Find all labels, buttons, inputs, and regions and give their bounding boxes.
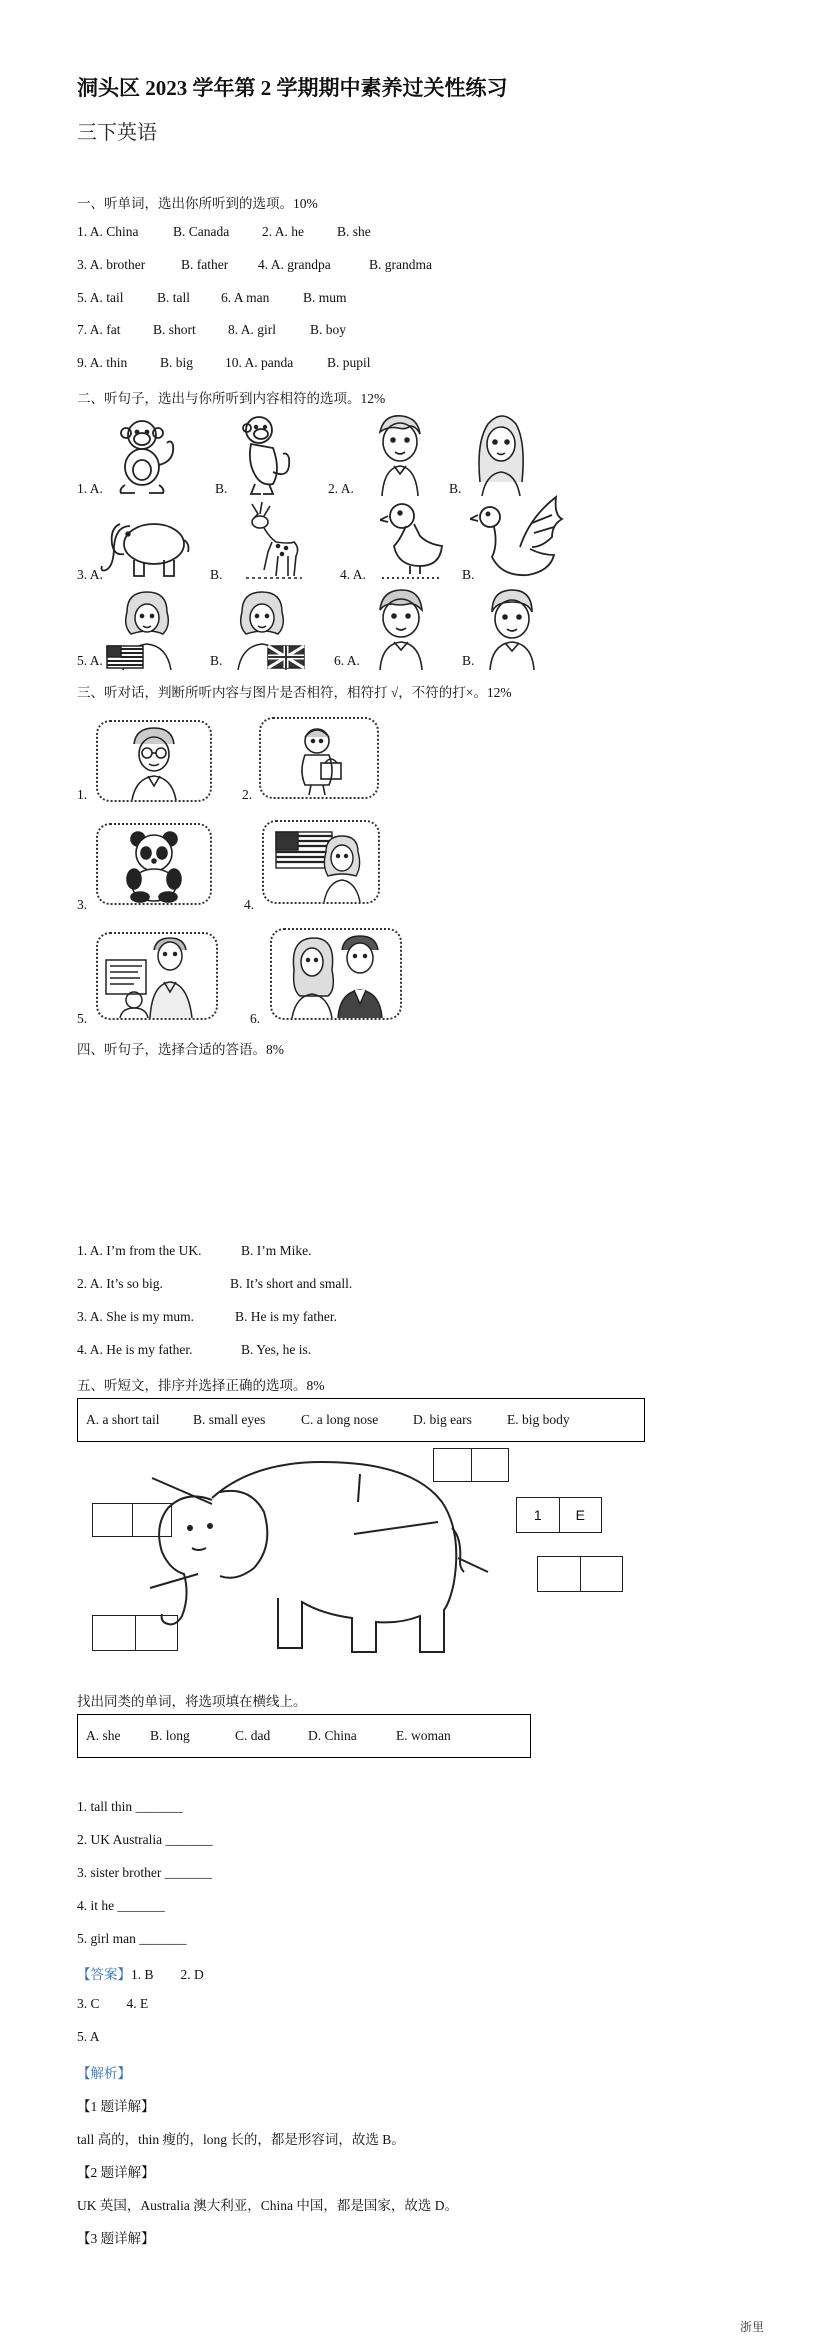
s1-opt: 1. A. China [77, 224, 139, 239]
monkey-standing-picture [237, 412, 297, 496]
s2-label: B. [462, 653, 475, 668]
section4-heading: 四、听句子，选择合适的答语。8% [77, 1042, 284, 1057]
duck-picture [380, 498, 444, 580]
page-title: 洞头区 2023 学年第 2 学期期中素养过关性练习 [77, 76, 508, 100]
section2-heading: 二、听句子，选出与你所听到内容相符的选项。12% [77, 391, 386, 406]
s1-opt: B. boy [310, 322, 347, 337]
s1-opt: 6. A man [221, 290, 270, 305]
s1-opt: 8. A. girl [228, 322, 277, 337]
answer-tag: 【答案】 [77, 1967, 131, 1982]
mother-and-father-picture [272, 930, 400, 1018]
s6-item: 2. UK Australia _______ [77, 1832, 213, 1847]
s2-label: B. [210, 653, 223, 668]
s1-opt: 3. A. brother [77, 257, 146, 272]
s6-opt: D. China [308, 1728, 357, 1743]
s2-label: B. [210, 567, 223, 582]
s6-opt: C. dad [235, 1728, 271, 1743]
goose-picture [470, 493, 570, 585]
s1-opt: 9. A. thin [77, 355, 128, 370]
s2-label: 2. A. [328, 481, 354, 496]
s6-item: 4. it he _______ [77, 1898, 165, 1913]
q2-heading: 【2 题详解】 [77, 2165, 155, 2180]
boy-portrait-picture [368, 412, 432, 496]
s4-opt: 2. A. It’s so big. [77, 1276, 163, 1291]
s4-opt: B. I’m Mike. [241, 1243, 312, 1258]
s4-opt: 3. A. She is my mum. [77, 1309, 195, 1324]
sample-slot-number: 1 [517, 1498, 560, 1532]
s3-frame-6 [270, 928, 402, 1020]
woman-with-us-flag-picture [105, 590, 185, 670]
s1-opt: B. short [153, 322, 196, 337]
s1-opt: B. grandma [369, 257, 432, 272]
s4-opt: 1. A. I’m from the UK. [77, 1243, 202, 1258]
s3-label: 2. [242, 787, 253, 802]
sample-slot-letter: E [575, 1507, 585, 1523]
boy-brown-hair-picture [368, 588, 434, 670]
monkey-sitting-picture [107, 415, 187, 495]
s4-opt: B. He is my father. [235, 1309, 337, 1324]
s3-frame-5 [96, 932, 218, 1020]
s1-opt: B. mum [303, 290, 347, 305]
s6-opt: E. woman [396, 1728, 451, 1743]
s1-opt: 10. A. panda [225, 355, 294, 370]
s1-opt: 4. A. grandpa [258, 257, 331, 272]
man-with-glasses-picture [98, 722, 210, 800]
s5-opt: A. a short tail [86, 1412, 160, 1427]
s5-opt: B. small eyes [193, 1412, 266, 1427]
s4-opt: 4. A. He is my father. [77, 1342, 193, 1357]
s1-opt: B. she [337, 224, 371, 239]
s1-opt: B. Canada [173, 224, 230, 239]
s2-label: 4. A. [340, 567, 366, 582]
deer-picture [242, 500, 306, 582]
q1-explanation: tall 高的，thin 瘦的，long 长的，都是形容词，故选 B。 [77, 2132, 405, 2147]
s2-label: 6. A. [334, 653, 360, 668]
s5-opt: E. big body [507, 1412, 570, 1427]
girl-with-bag-picture [261, 719, 377, 797]
answer-line-2: 3. C 4. E [77, 1996, 149, 2011]
woman-with-uk-flag-picture [228, 590, 308, 670]
s6-opt: B. long [150, 1728, 190, 1743]
s3-label: 1. [77, 787, 88, 802]
s5-opt: D. big ears [413, 1412, 472, 1427]
answer-text: 1. B 2. D [131, 1967, 204, 1982]
s2-label: B. [449, 481, 462, 496]
footer-text: 浙里 [740, 2320, 765, 2334]
q1-heading: 【1 题详解】 [77, 2099, 155, 2114]
section6-options-box [77, 1714, 531, 1758]
s2-label: 1. A. [77, 481, 103, 496]
answer-line-3: 5. A [77, 2029, 100, 2044]
slot-tail-sample[interactable] [516, 1497, 602, 1533]
girl-portrait-picture [470, 412, 532, 496]
analysis-tag: 【解析】 [77, 2066, 131, 2081]
section3-heading: 三、听对话，判断所听内容与图片是否相符，相符打 √，不符的打×。12% [77, 685, 512, 700]
section6-heading: 找出同类的单词，将选项填在横线上。 [77, 1694, 307, 1709]
s6-item: 1. tall thin _______ [77, 1799, 183, 1814]
answer-line-1 [77, 1963, 204, 1983]
s3-frame-3 [96, 823, 212, 905]
s2-label: 5. A. [77, 653, 103, 668]
s1-opt: B. tall [157, 290, 190, 305]
s1-opt: 2. A. he [262, 224, 304, 239]
s6-item: 3. sister brother _______ [77, 1865, 212, 1880]
section5-options-box [77, 1398, 645, 1442]
s3-frame-2 [259, 717, 379, 799]
s3-label: 4. [244, 897, 255, 912]
s6-opt: A. she [86, 1728, 121, 1743]
s1-opt: 5. A. tail [77, 290, 124, 305]
girl-with-us-flag-picture [264, 822, 378, 902]
s2-label: 3. A. [77, 567, 103, 582]
s1-opt: B. big [160, 355, 194, 370]
s1-opt: B. father [181, 257, 229, 272]
q3-heading: 【3 题详解】 [77, 2231, 155, 2246]
s6-item: 5. girl man _______ [77, 1931, 187, 1946]
section1-heading: 一、听单词，选出你所听到的选项。10% [77, 196, 318, 211]
father-and-son-reading-picture [98, 934, 216, 1018]
q2-explanation: UK 英国，Australia 澳大利亚，China 中国，都是国家，故选 D。 [77, 2198, 458, 2213]
slot-body[interactable] [537, 1556, 623, 1592]
s3-label: 6. [250, 1011, 261, 1026]
s3-frame-4 [262, 820, 380, 904]
s4-opt: B. Yes, he is. [241, 1342, 312, 1357]
s3-label: 3. [77, 897, 88, 912]
section5-heading: 五、听短文，排序并选择正确的选项。8% [77, 1378, 325, 1393]
s1-opt: 7. A. fat [77, 322, 121, 337]
slot-nose[interactable] [92, 1615, 178, 1651]
boy-short-hair-picture [478, 588, 544, 670]
s3-label: 5. [77, 1011, 88, 1026]
s1-opt: B. pupil [327, 355, 371, 370]
slot-ears[interactable] [433, 1448, 509, 1482]
s3-frame-1 [96, 720, 212, 802]
s2-label: B. [215, 481, 228, 496]
s5-opt: C. a long nose [301, 1412, 379, 1427]
s4-opt: B. It’s short and small. [230, 1276, 353, 1291]
page-subtitle: 三下英语 [77, 122, 157, 144]
panda-picture [98, 825, 210, 903]
s2-label: B. [462, 567, 475, 582]
slot-eyes[interactable] [92, 1503, 172, 1537]
elephant-picture [100, 508, 192, 580]
